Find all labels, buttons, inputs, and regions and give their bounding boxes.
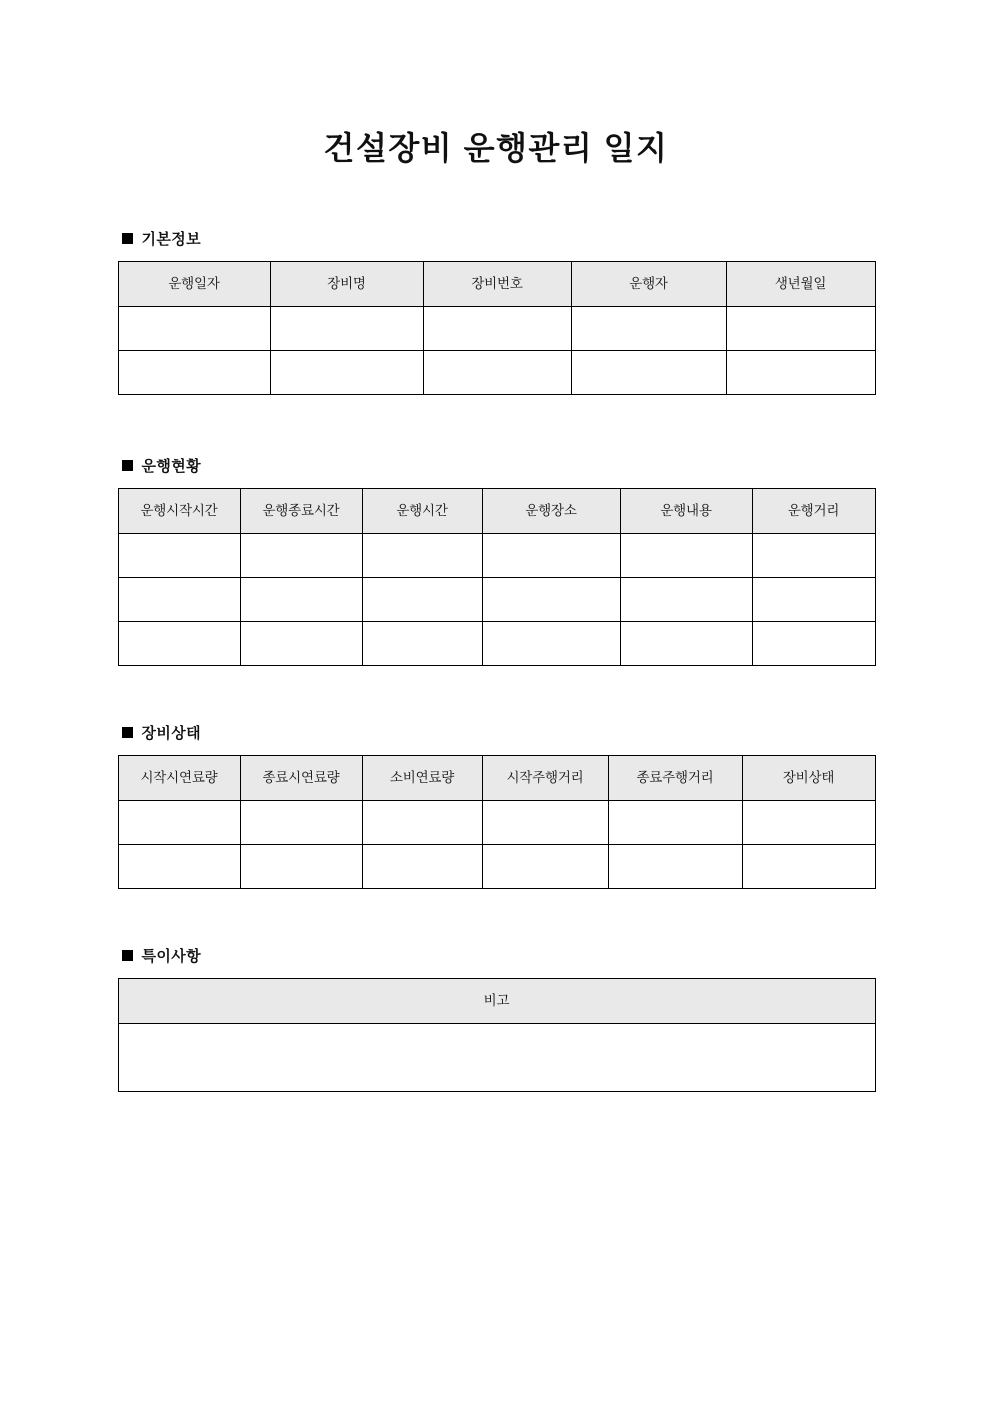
input-cell[interactable]: [362, 534, 482, 578]
table-header-row: [118, 979, 875, 1024]
section-heading-label: 특이사항: [141, 948, 202, 965]
column-header-cell: 운행거리: [752, 489, 875, 534]
table-row: [118, 622, 875, 666]
section-heading-label: 장비상태: [141, 725, 202, 742]
table-row: [118, 351, 875, 395]
input-cell[interactable]: [118, 845, 240, 889]
column-header-cell: 비고: [118, 979, 875, 1024]
section-basic-info: [118, 228, 875, 395]
input-cell[interactable]: [270, 307, 423, 351]
column-header-cell: 운행일자: [118, 262, 270, 307]
column-header-cell: 운행자: [571, 262, 726, 307]
table-special-notes: [118, 978, 876, 1092]
input-cell[interactable]: [362, 801, 482, 845]
column-header-cell: 운행내용: [620, 489, 752, 534]
section-heading-operation-status: [122, 455, 875, 476]
input-cell[interactable]: [118, 307, 270, 351]
input-cell[interactable]: [482, 801, 608, 845]
column-header-cell: 운행시작시간: [118, 489, 240, 534]
section-heading-label: 운행현황: [141, 458, 202, 475]
input-cell[interactable]: [752, 578, 875, 622]
input-cell[interactable]: [362, 845, 482, 889]
input-cell[interactable]: [608, 801, 742, 845]
table-row: [118, 578, 875, 622]
table-operation-status: [118, 488, 876, 666]
input-cell[interactable]: [362, 622, 482, 666]
input-cell[interactable]: [752, 622, 875, 666]
column-header-cell: 시작주행거리: [482, 756, 608, 801]
filled-square-bullet-icon: [122, 950, 133, 961]
column-header-cell: 운행장소: [482, 489, 620, 534]
input-cell[interactable]: [571, 351, 726, 395]
column-header-cell: 종료시연료량: [240, 756, 362, 801]
filled-square-bullet-icon: [122, 233, 133, 244]
table-row: [118, 801, 875, 845]
section-equipment-condition: [118, 722, 875, 889]
input-cell[interactable]: [118, 622, 240, 666]
input-cell[interactable]: [118, 534, 240, 578]
input-cell[interactable]: [608, 845, 742, 889]
column-header-cell: 종료주행거리: [608, 756, 742, 801]
input-cell[interactable]: [423, 307, 571, 351]
input-cell[interactable]: [620, 578, 752, 622]
input-cell[interactable]: [240, 845, 362, 889]
input-cell[interactable]: [482, 622, 620, 666]
column-header-cell: 운행종료시간: [240, 489, 362, 534]
column-header-cell: 시작시연료량: [118, 756, 240, 801]
table-header-row: [118, 262, 875, 307]
filled-square-bullet-icon: [122, 460, 133, 471]
input-cell[interactable]: [752, 534, 875, 578]
input-cell[interactable]: [726, 307, 875, 351]
column-header-cell: 운행시간: [362, 489, 482, 534]
section-heading-basic-info: [122, 228, 875, 249]
input-cell[interactable]: [571, 307, 726, 351]
input-cell[interactable]: [482, 845, 608, 889]
input-cell[interactable]: [118, 578, 240, 622]
column-header-cell: 생년월일: [726, 262, 875, 307]
section-heading-equipment-condition: [122, 722, 875, 743]
table-header-row: [118, 489, 875, 534]
table-row: [118, 1024, 875, 1092]
input-cell[interactable]: [423, 351, 571, 395]
column-header-cell: 장비상태: [742, 756, 875, 801]
input-cell[interactable]: [362, 578, 482, 622]
input-cell[interactable]: [240, 622, 362, 666]
input-cell[interactable]: [726, 351, 875, 395]
input-cell[interactable]: [742, 845, 875, 889]
input-cell[interactable]: [240, 578, 362, 622]
section-heading-special-notes: [122, 945, 875, 966]
table-header-row: [118, 756, 875, 801]
filled-square-bullet-icon: [122, 727, 133, 738]
column-header-cell: 장비명: [270, 262, 423, 307]
table-row: [118, 534, 875, 578]
section-heading-label: 기본정보: [141, 231, 202, 248]
table-row: [118, 845, 875, 889]
input-cell[interactable]: [620, 622, 752, 666]
section-operation-status: [118, 455, 875, 666]
input-cell[interactable]: [240, 801, 362, 845]
input-cell[interactable]: [118, 801, 240, 845]
input-cell[interactable]: [482, 578, 620, 622]
notes-input-cell[interactable]: [118, 1024, 875, 1092]
input-cell[interactable]: [742, 801, 875, 845]
input-cell[interactable]: [620, 534, 752, 578]
column-header-cell: 소비연료량: [362, 756, 482, 801]
table-equipment-condition: [118, 755, 876, 889]
input-cell[interactable]: [240, 534, 362, 578]
input-cell[interactable]: [482, 534, 620, 578]
input-cell[interactable]: [118, 351, 270, 395]
section-special-notes: [118, 945, 875, 1092]
table-basic-info: [118, 261, 876, 395]
table-row: [118, 307, 875, 351]
page-title: 건설장비 운행관리 일지: [323, 130, 669, 166]
column-header-cell: 장비번호: [423, 262, 571, 307]
input-cell[interactable]: [270, 351, 423, 395]
